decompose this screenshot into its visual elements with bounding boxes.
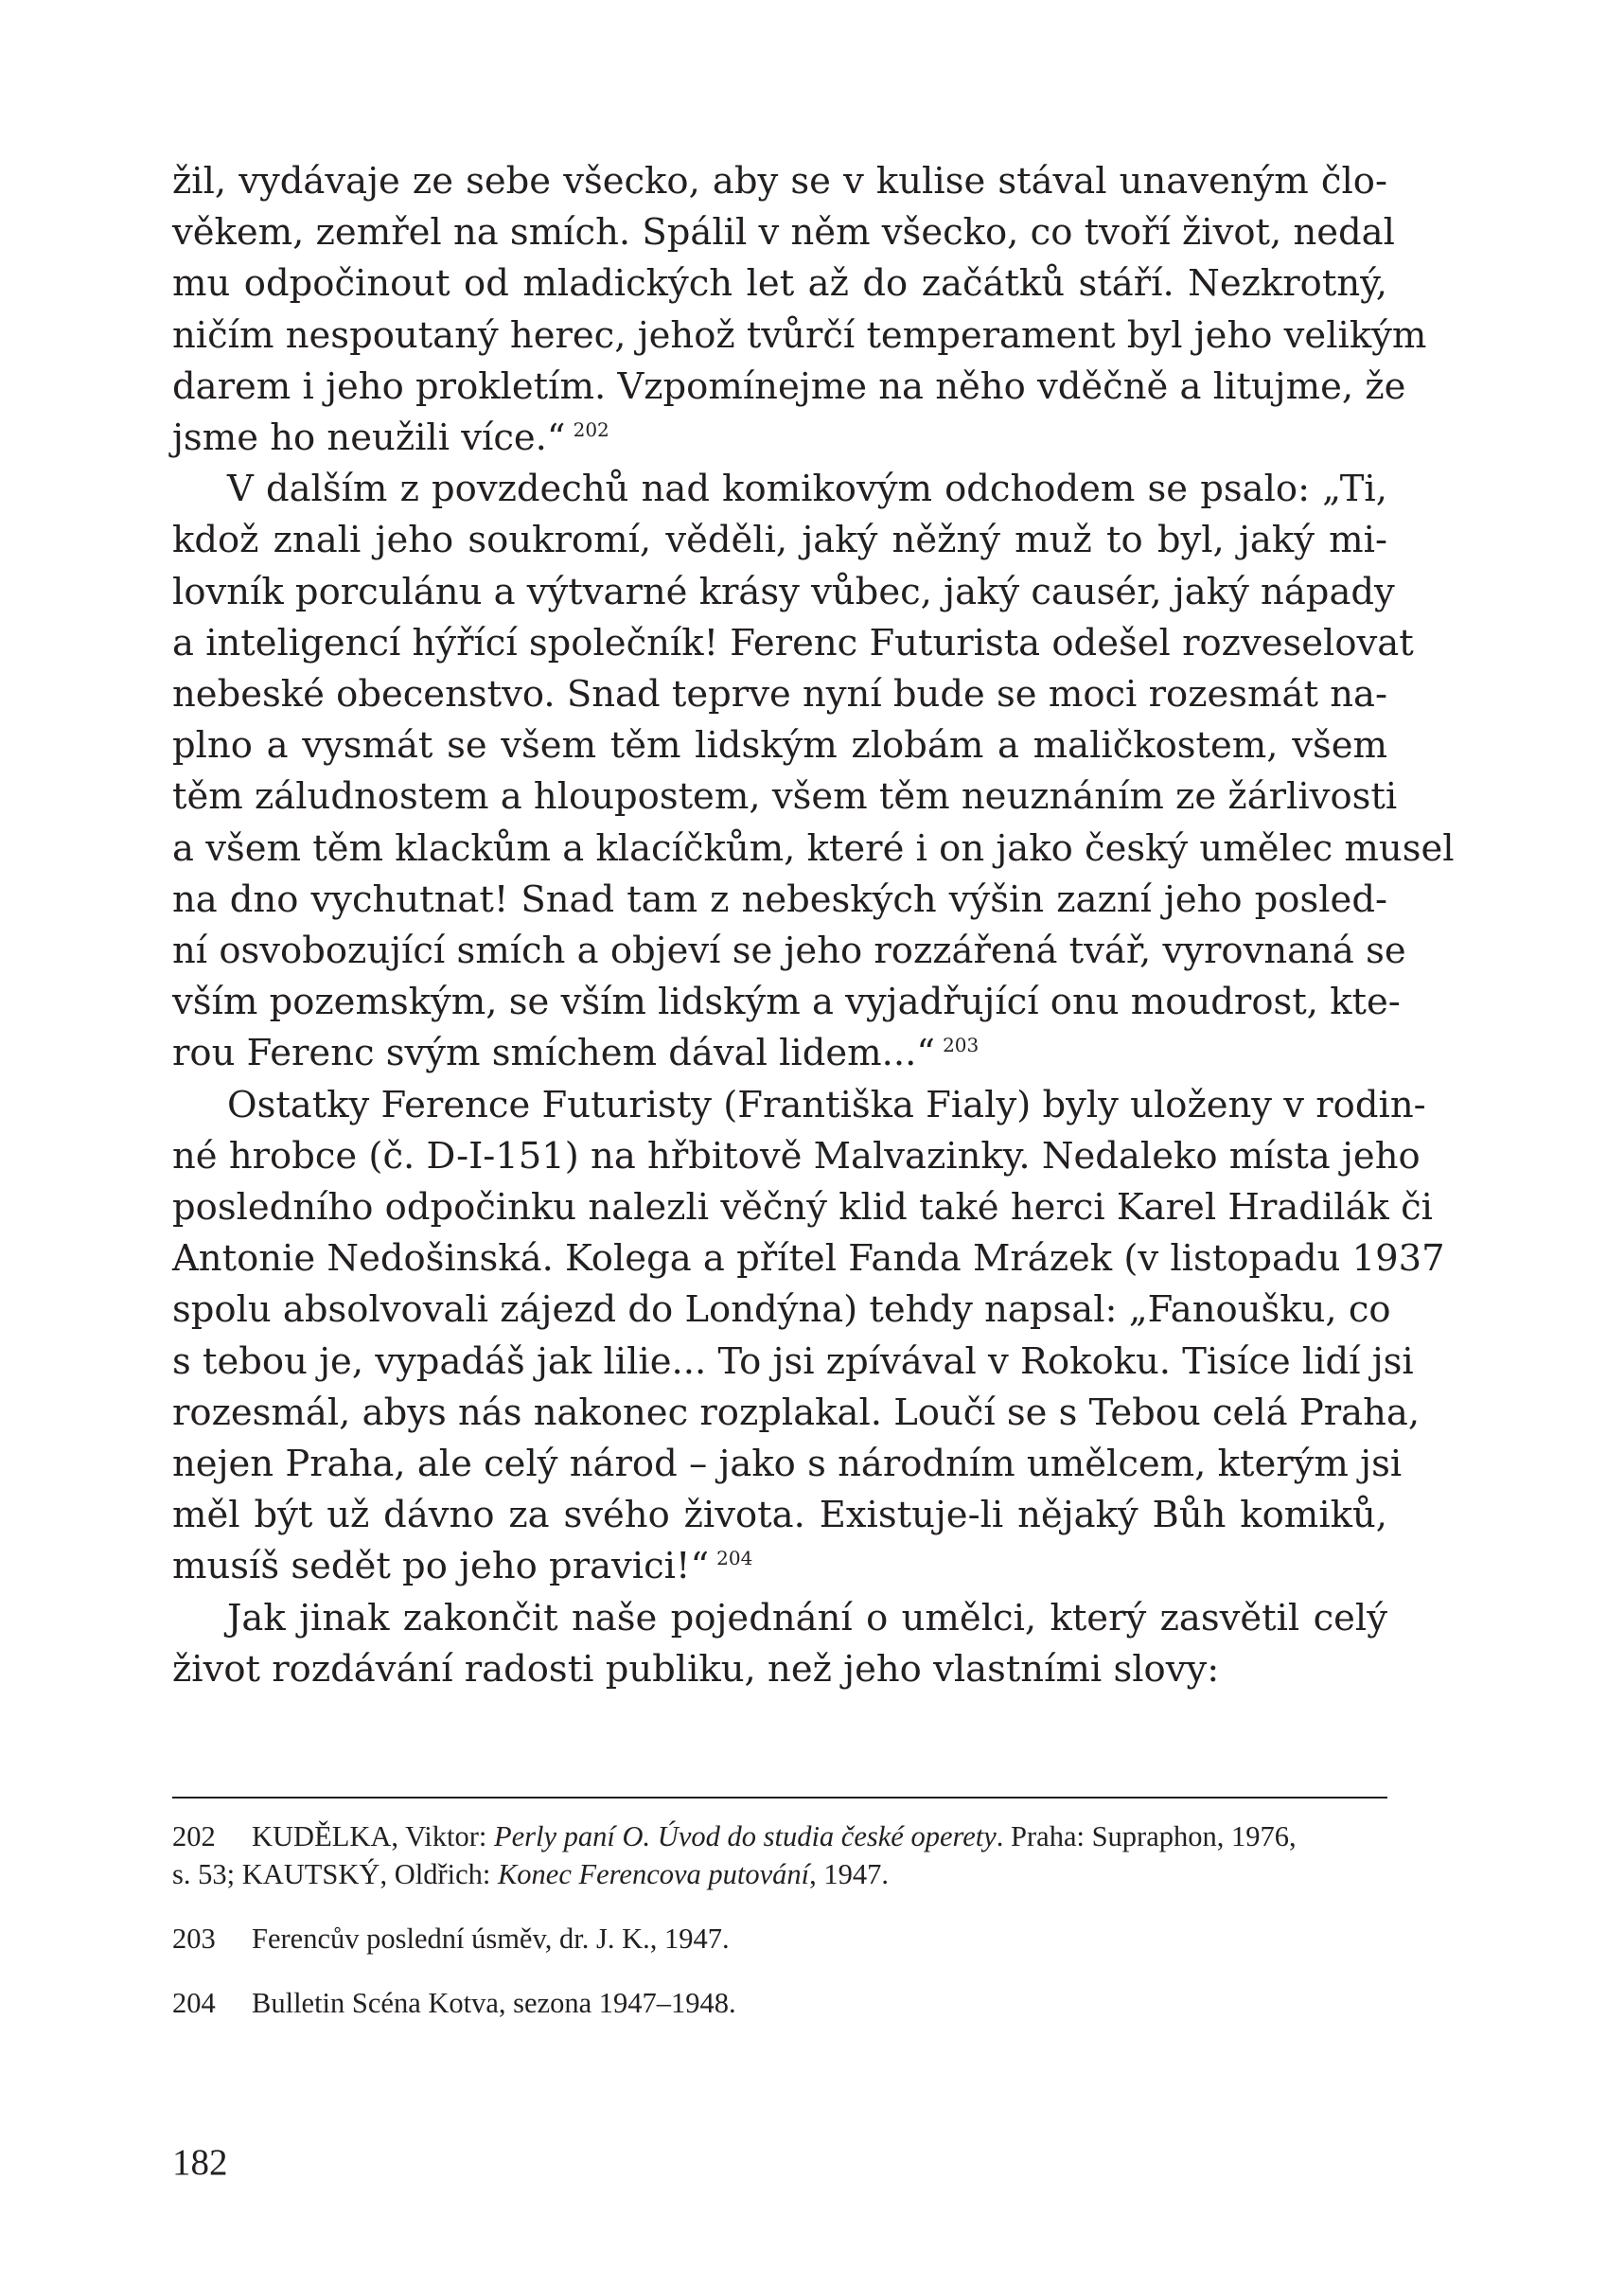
- footnote-text: s. 53; KAUTSKÝ, Oldřich:: [172, 1858, 498, 1890]
- text-line: lovník porculánu a výtvarné krásy vůbec, jaký causér, jaký nápady: [172, 570, 1395, 613]
- text-line-content: musíš sedět po jeho pravici!“: [172, 1545, 710, 1588]
- paragraph-1: [172, 156, 1427, 464]
- footnotes: [172, 1817, 1387, 2048]
- text-line: a inteligencí hýřící společník! Ferenc Futurista odešel rozveselovat: [172, 621, 1414, 665]
- text-line: s tebou je, vypadáš jak lilie... To jsi zpívával v Rokoku. Tisíce lidí jsi: [172, 1339, 1414, 1383]
- footnote-line: [172, 1855, 1387, 1893]
- footnote-number: 203: [172, 1923, 216, 1955]
- paragraph-3: [172, 1080, 1445, 1593]
- text-line: a všem těm klackům a klacíčkům, které i on jako český umělec musel: [172, 826, 1455, 870]
- text-line: spolu absolvovali zájezd do Londýna) tehdy napsal: „Fanoušku, co: [172, 1288, 1391, 1332]
- footnote-203: [172, 1920, 1387, 1958]
- footnote-number: 204: [172, 1987, 216, 2019]
- footnote-divider: [172, 1797, 1387, 1799]
- text-line: darem i jeho prokletím. Vzpomínejme na něho vděčně a litujme, že: [172, 364, 1406, 408]
- text-line: V dalším z povzdechů nad komikovým odchodem se psalo: „Ti,: [227, 468, 1387, 511]
- footnote-text: . Praha: Supraphon, 1976,: [996, 1820, 1297, 1852]
- footnote-title: Konec Ferencova putování: [497, 1858, 810, 1890]
- footnote-ref-202[interactable]: 202: [573, 418, 609, 442]
- text-line: plno a vysmát se všem těm lidským zlobám a maličkostem, všem: [172, 724, 1387, 768]
- text-line: život rozdávání radosti publiku, než jeho vlastními slovy:: [172, 1647, 1220, 1691]
- text-line-content: jsme ho neužili více.“: [172, 416, 566, 460]
- paragraph-2: [172, 464, 1455, 1079]
- footnote-204: [172, 1984, 1387, 2022]
- text-line: [172, 1541, 1387, 1592]
- text-line: Antonie Nedošinská. Kolega a přítel Fanda Mrázek (v listopadu 1937: [172, 1237, 1445, 1281]
- footnote-text: , 1947.: [809, 1858, 890, 1890]
- text-line: Jak jinak zakončit naše pojednání o umělci, který zasvětil celý: [227, 1596, 1387, 1639]
- text-line: [172, 1028, 1387, 1079]
- text-line: nejen Praha, ale celý národ – jako s národním umělcem, kterým jsi: [172, 1443, 1403, 1486]
- page-number: 182: [172, 2142, 228, 2183]
- text-line: těm záludnostem a hloupostem, všem těm neuznáním ze žárlivosti: [172, 775, 1398, 819]
- text-line: věkem, zemřel na smích. Spálil v něm všecko, co tvoří život, nedal: [172, 211, 1395, 255]
- text-line: žil, vydávaje ze sebe všecko, aby se v kulise stával unaveným člo-: [172, 160, 1387, 203]
- footnote-title: Perly paní O. Úvod do studia české operety: [494, 1820, 997, 1852]
- text-line: ničím nespoutaný herec, jehož tvůrčí temperament byl jeho velikým: [172, 313, 1427, 357]
- footnote-number: 202: [172, 1820, 216, 1852]
- footnote-ref-204[interactable]: 204: [716, 1547, 753, 1570]
- text-line: na dno vychutnat! Snad tam z nebeských výšin zazní jeho posled-: [172, 877, 1387, 921]
- paragraph-4: [172, 1593, 1387, 1695]
- footnote-text: Ferencův poslední úsměv, dr. J. K., 1947.: [252, 1923, 730, 1955]
- text-line: kdož znali jeho soukromí, věděli, jaký něžný muž to byl, jaký mi-: [172, 519, 1387, 562]
- footnote-202: [172, 1817, 1387, 1893]
- text-line-content: rou Ferenc svým smíchem dával lidem...“: [172, 1032, 936, 1075]
- text-line: Ostatky Ference Futuristy (Františka Fialy) byly uloženy v rodin-: [227, 1083, 1426, 1126]
- text-line: rozesmál, abys nás nakonec rozplakal. Loučí se s Tebou celá Praha,: [172, 1391, 1421, 1434]
- footnote-text: KUDĚLKA, Viktor:: [252, 1820, 494, 1852]
- text-line: mu odpočinout od mladických let až do začátků stáří. Nezkrotný,: [172, 262, 1387, 306]
- footnote-text: Bulletin Scéna Kotva, sezona 1947–1948.: [252, 1987, 736, 2019]
- text-line: posledního odpočinku nalezli věčný klid také herci Karel Hradilák či: [172, 1186, 1433, 1230]
- footnote-ref-203[interactable]: 203: [943, 1034, 980, 1057]
- text-line: né hrobce (č. D-I-151) na hřbitově Malvazinky. Nedaleko místa jeho: [172, 1134, 1421, 1178]
- text-line: měl být už dávno za svého života. Existuje-li nějaký Bůh komiků,: [172, 1494, 1387, 1537]
- text-line: vším pozemským, se vším lidským a vyjadřující onu moudrost, kte-: [172, 981, 1401, 1024]
- text-line: [172, 413, 1387, 464]
- main-text: [172, 156, 1455, 1695]
- text-line: nebeské obecenstvo. Snad teprve nyní bude se moci rozesmát na-: [172, 673, 1387, 717]
- text-line: ní osvobozující smích a objeví se jeho rozzářená tvář, vyrovnaná se: [172, 930, 1406, 973]
